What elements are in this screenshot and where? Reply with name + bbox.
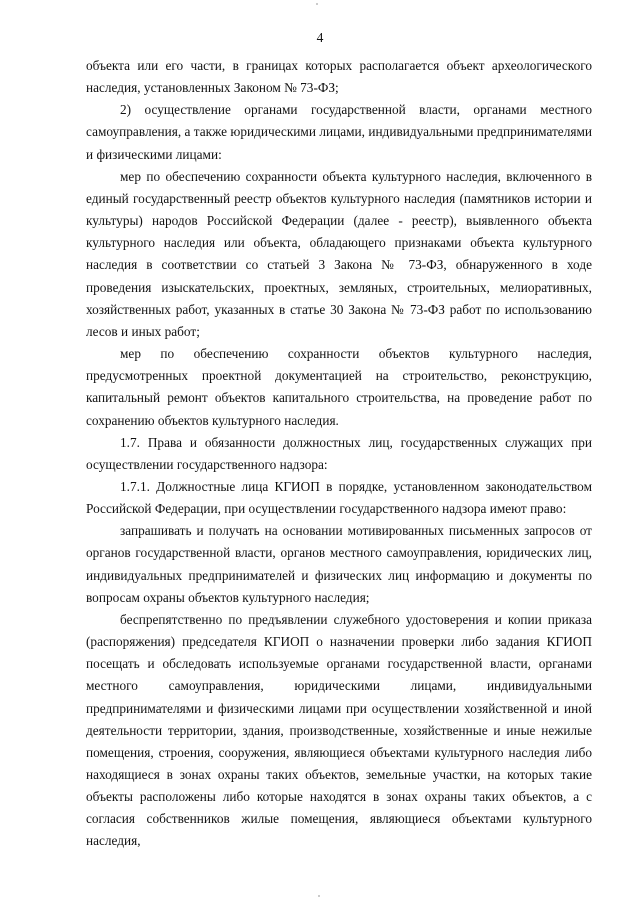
paragraph-measures-registry: мер по обеспечению сохранности объекта культурного наследия, включенного в единый государственный реестр объектов культурного наследия (памятников истории и культуры) народов Российской Федерации (далее - реестр), выявленного объекта культурного наследия или объекта, обладающего признаками объекта культурного наследия в соответствии со статьей 3 Закона № 73-ФЗ, обнаруженного в ходе проведения изыскательских, проектных, земляных, строительных, мелиоративных, хозяйственных работ, указанных в статье 30 Закона № 73-ФЗ работ по использованию лесов и иных работ; [86,168,592,339]
paragraph-continuation: объекта или его части, в границах которых располагается объект археологического наследия, установленных Законом № 73-ФЗ; [86,58,592,96]
paragraph-unobstructed-access: беспрепятственно по предъявлении служебного удостоверения и копии приказа (распоряжения) председателя КГИОП о назначении проверки либо задания КГИОП посещать и обследовать используемые органами государственной власти, органами местного самоуправления, юридическими лицами, индивидуальными предпринимателями и физическими лицами при осуществлении хозяйственной и иной деятельности территории, здания, производственные, хозяйственные и иные нежилые помещения, строения, сооружения, являющиеся объектами культурного наследия либо находящиеся в зонах охраны таких объектов, земельные участки, на которых такие объекты расположены либо которые находятся в зонах охраны таких объектов, а с согласия собственников жилые помещения, являющиеся объектами культурного наследия, [86,611,592,849]
scan-speck [318,895,320,897]
paragraph-request-info: запрашивать и получать на основании мотивированных письменных запросов от органов государственной власти, органов местного самоуправления, юридических лиц, индивидуальных предпринимателей и физических лиц информацию и документы по вопросам охраны объектов культурного наследия; [86,523,592,605]
paragraph-section-1-7: 1.7. Права и обязанности должностных лиц, государственных служащих при осуществлении государственного надзора: [86,434,592,472]
document-body [86,55,592,853]
paragraph-measures-project: мер по обеспечению сохранности объектов культурного наследия, предусмотренных проектной документацией на строительство, реконструкцию, капитальный ремонт объектов капитального строительства, на проведение работ по сохранению объектов культурного наследия. [86,346,592,428]
paragraph-item-2: 2) осуществление органами государственной власти, органами местного самоуправления, а также юридическими лицами, индивидуальными предпринимателями и физическими лицами: [86,102,592,162]
scan-speck [316,3,318,5]
page-number: 4 [316,30,324,45]
paragraph-section-1-7-1: 1.7.1. Должностные лица КГИОП в порядке, установленном законодательством Российской Федерации, при осуществлении государственного надзора имеют право: [86,478,592,517]
